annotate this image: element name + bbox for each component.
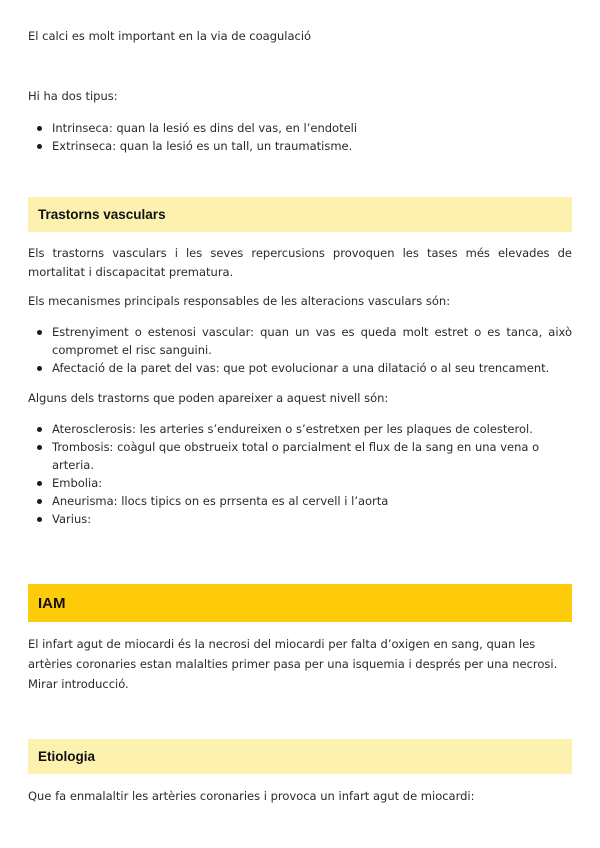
coagulation-types-list: [28, 119, 572, 155]
list-item: Extrinseca: quan la lesió es un tall, un traumatisme.: [28, 137, 572, 155]
etiology-paragraph: Que fa enmalaltir les artèries coronaries i provoca un infart agut de miocardi:: [28, 789, 475, 803]
list-item: Trombosis: coàgul que obstrueix total o parcialment el flux de la sang en una vena o arteria.: [28, 438, 572, 474]
list-item: Estrenyiment o estenosi vascular: quan un vas es queda molt estret o es tanca, això compromet el risc sanguini.: [28, 323, 572, 359]
calcium-note: El calci es molt important en la via de coagulació: [28, 29, 312, 43]
mechanisms-lead: Els mecanismes principals responsables de les alteracions vasculars són:: [28, 294, 451, 308]
section-heading-trastorns-vasculars: Trastorns vasculars: [28, 197, 572, 232]
list-item: Embolia:: [28, 474, 572, 492]
section-heading-iam: IAM: [28, 584, 572, 622]
iam-paragraph: El infart agut de miocardi és la necrosi del miocardi per falta d’oxigen en sang, quan les artèries coronaries estan malalties primer pasa per una isquemia i després per una necrosi. Mirar introducció.: [28, 637, 558, 691]
list-item: Afectació de la paret del vas: que pot evolucionar a una dilatació o al seu trencament.: [28, 359, 572, 377]
list-item: Intrinseca: quan la lesió es dins del vas, en l’endoteli: [28, 119, 572, 137]
section-heading-etiologia: Etiologia: [28, 739, 572, 774]
list-item: Aterosclerosis: les arteries s’endureixen o s’estretxen per les plaques de colesterol.: [28, 420, 572, 438]
list-item: Varius:: [28, 510, 572, 528]
types-lead: Hi ha dos tipus:: [28, 89, 118, 103]
disorders-list: [28, 420, 572, 528]
vascular-paragraph: Els trastorns vasculars i les seves repercusions provoquen les tases més elevades de mortalitat i discapacitat prematura.: [28, 246, 572, 279]
disorders-lead: Alguns dels trastorns que poden apareixer a aquest nivell són:: [28, 391, 389, 405]
mechanisms-list: [28, 323, 572, 377]
list-item: Aneurisma: llocs tipics on es prrsenta es al cervell i l’aorta: [28, 492, 572, 510]
